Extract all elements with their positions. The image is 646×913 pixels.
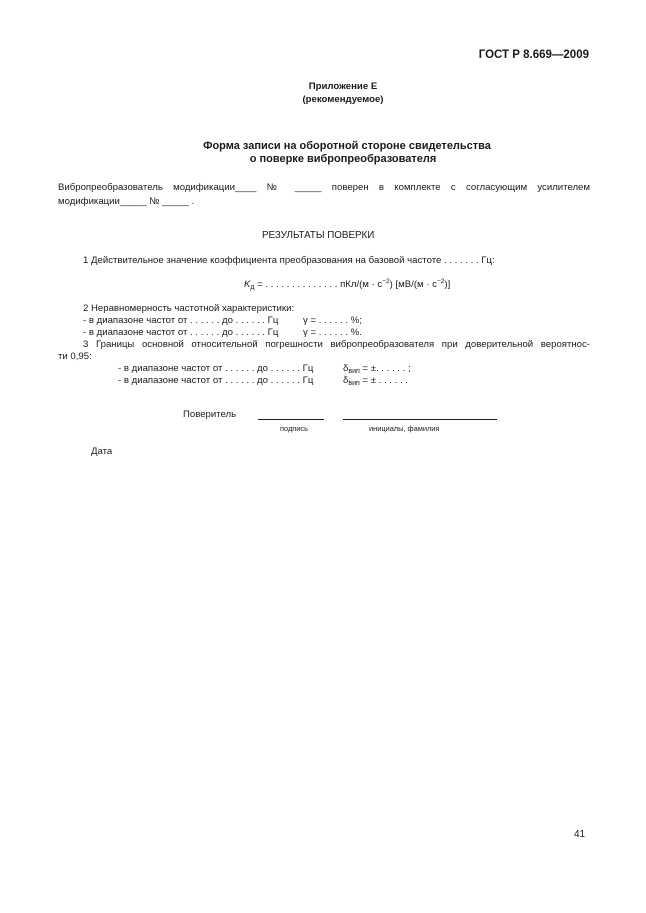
item2-row2-gamma: γ = . . . . . . %. [303, 327, 362, 338]
signature-label: Поверитель [183, 409, 237, 420]
intro-line2: модификации_____ № _____ . [58, 196, 195, 207]
signature-line [258, 419, 324, 420]
formula-k-subscript: д [250, 284, 255, 291]
item3-line2: ти 0,95: [58, 351, 92, 362]
formula-exponent2: −2 [436, 278, 445, 285]
document-standard-header: ГОСТ Р 8.669—2009 [478, 49, 589, 61]
caption-name: инициалы, фамилия [369, 424, 440, 433]
delta-subscript: вип [348, 380, 360, 387]
delta-subscript: вип [348, 368, 360, 375]
item3-row2-delta [343, 376, 408, 387]
item3-row2-range: - в диапазоне частот от . . . . . . до . . . . . . Гц [118, 375, 314, 386]
delta-value: = ±. . . . . . ; [359, 363, 411, 374]
item3-row1-range: - в диапазоне частот от . . . . . . до . . . . . . Гц [118, 363, 314, 374]
caption-signature: подпись [280, 424, 308, 433]
results-heading: РЕЗУЛЬТАТЫ ПОВЕРКИ [262, 230, 375, 241]
item3-row1-delta [343, 364, 411, 375]
form-title-line2: о поверке вибропреобразователя [249, 153, 437, 165]
item2-row2-range: - в диапазоне частот от . . . . . . до . . . . . . Гц [83, 327, 279, 338]
page-number: 41 [574, 829, 586, 840]
form-title-line1: Форма записи на оборотной стороне свидетельства [203, 140, 491, 152]
formula-part2: ) [мВ/(м · с [389, 279, 437, 290]
delta-symbol: δ [343, 363, 349, 374]
item1-formula [244, 279, 450, 291]
formula-exponent1: −2 [382, 278, 390, 285]
formula-k-symbol: K [244, 279, 251, 290]
item2-row1-range: - в диапазоне частот от . . . . . . до . . . . . . Гц [83, 315, 279, 326]
appendix-subtitle: (рекомендуемое) [302, 94, 384, 105]
item2-row1-gamma: γ = . . . . . . %; [303, 315, 362, 326]
delta-value: = ± . . . . . . [359, 375, 408, 386]
delta-symbol: δ [343, 375, 349, 386]
formula-part3: )] [444, 279, 451, 290]
item1-text: 1 Действительное значение коэффициента преобразования на базовой частоте . . . . . . . Гц: [83, 255, 495, 266]
appendix-title: Приложение Е [308, 81, 378, 92]
item3-line1: 3 Границы основной относительной погрешности вибропреобразователя при доверительной вероятнос- [83, 339, 590, 350]
item2-title: 2 Неравномерность частотной характеристики: [83, 303, 295, 314]
name-line [343, 419, 497, 420]
formula-part1: = . . . . . . . . . . . . . . пКл/(м · с [254, 279, 383, 290]
intro-line1: Вибропреобразователь модификации____ № _____ поверен в комплекте с согласующим усилителем [58, 182, 590, 193]
date-label: Дата [91, 446, 113, 457]
